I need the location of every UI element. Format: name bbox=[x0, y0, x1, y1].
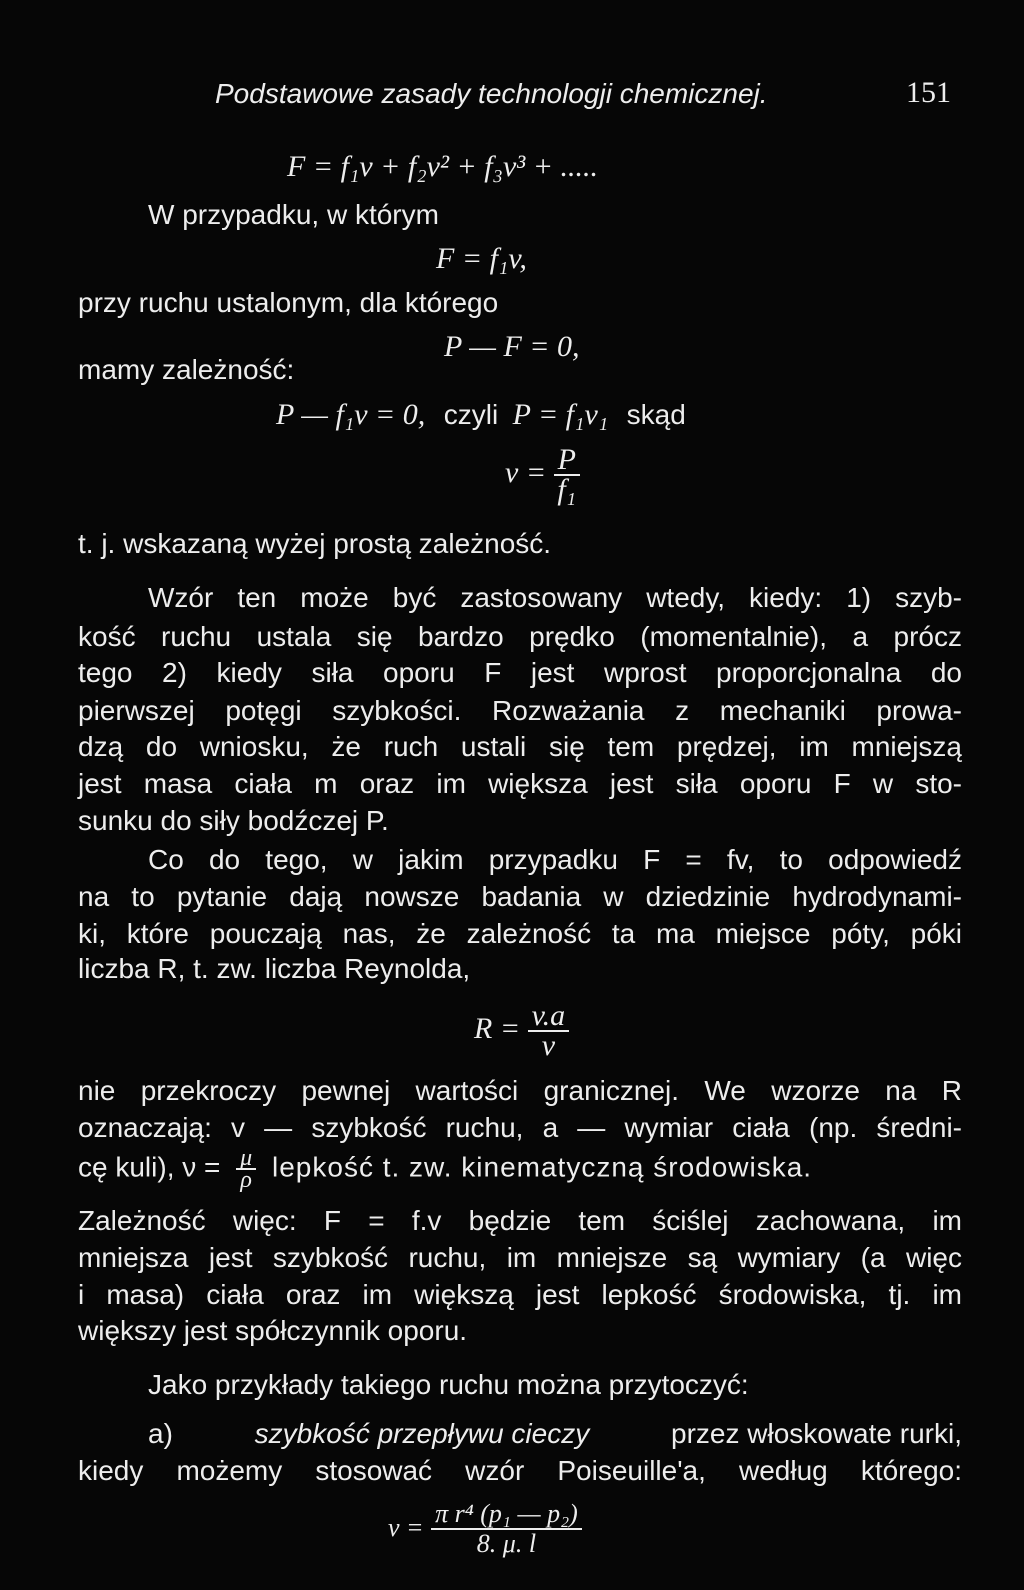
paragraph-line: Co do tego, w jakim przypadku F = fv, to odpowiedź bbox=[148, 844, 962, 875]
denominator: ν bbox=[541, 1029, 556, 1062]
equation-word: czyli bbox=[443, 399, 499, 430]
fraction bbox=[528, 999, 570, 1062]
equation-part: P — f₁v = 0, bbox=[276, 398, 426, 431]
paragraph-line: jest masa ciała m oraz im większa jest siła oporu F w sto- bbox=[78, 768, 962, 799]
paragraph-line: Zależność więc: F = f.v będzie tem ściślej zachowana, im bbox=[78, 1205, 962, 1236]
paragraph-line: Wzór ten może być zastosowany wtedy, kiedy: 1) szyb- bbox=[148, 582, 962, 613]
denominator: 8. μ. l bbox=[476, 1529, 537, 1558]
equation-reynolds bbox=[474, 999, 569, 1062]
fraction-lhs: R = bbox=[474, 1011, 521, 1045]
numerator: μ bbox=[236, 1148, 256, 1170]
paragraph-line: na to pytanie dają nowsze badania w dziedzinie hydrodynami- bbox=[78, 881, 962, 912]
running-title: Podstawowe zasady technologji chemicznej. bbox=[215, 78, 768, 109]
paragraph-line: dzą do wniosku, że ruch ustali się tem prędzej, im mniejszą bbox=[78, 731, 962, 762]
equation-part: P = f₁v₁ bbox=[512, 398, 609, 431]
equation-linear: F = f₁v, bbox=[436, 242, 527, 275]
text-segment: lepkość t. zw. kinematyczną środowiska. bbox=[272, 1151, 813, 1183]
text-line: t. j. wskazaną wyżej prostą zależność. bbox=[78, 528, 552, 559]
equation-balance: P — F = 0, bbox=[444, 330, 580, 363]
text-segment: cę kuli), ν = bbox=[78, 1151, 221, 1183]
paragraph-line: i masa) ciała oraz im większą jest lepkość środowiska, tj. im bbox=[78, 1279, 962, 1310]
paragraph-line: ki, które pouczają nas, że zależność ta ma miejsce póty, póki bbox=[78, 918, 962, 949]
paragraph-line: Jako przykłady takiego ruchu można przytoczyć: bbox=[148, 1369, 749, 1400]
page-number: 151 bbox=[906, 76, 951, 109]
fraction bbox=[236, 1145, 256, 1193]
text-line: przy ruchu ustalonym, dla którego bbox=[78, 287, 499, 318]
paragraph-line: tego 2) kiedy siła oporu F jest wprost proporcjonalna do bbox=[78, 657, 962, 688]
equation-poiseuille bbox=[388, 1500, 582, 1558]
denominator: f₁ bbox=[557, 473, 577, 506]
numerator: π r⁴ (p₁ — p₂) bbox=[431, 1500, 582, 1530]
text-line: mamy zależność: bbox=[78, 354, 295, 385]
paragraph-line bbox=[148, 1417, 962, 1451]
paragraph-line: pierwszej potęgi szybkości. Rozważania z mechaniki prowa- bbox=[78, 695, 962, 726]
equation-word: skąd bbox=[626, 399, 686, 430]
equation-series: F = f₁v + f₂v² + f₃v³ + ..... bbox=[287, 150, 599, 183]
list-marker: a) bbox=[148, 1418, 173, 1449]
equation-fraction-v bbox=[505, 443, 580, 506]
emphasis-text: szybkość przepływu cieczy bbox=[254, 1418, 590, 1449]
paragraph-line bbox=[78, 1145, 813, 1193]
fraction bbox=[554, 443, 580, 506]
paragraph-line: kość ruchu ustala się bardzo prędko (momentalnie), a prócz bbox=[78, 621, 962, 652]
numerator: v.a bbox=[528, 1002, 570, 1032]
equation-row bbox=[276, 398, 686, 432]
paragraph-line: liczba R, t. zw. liczba Reynolda, bbox=[78, 953, 471, 984]
paragraph-line: sunku do siły bodźczej P. bbox=[78, 805, 389, 836]
paragraph-line: większy jest spółczynnik oporu. bbox=[78, 1315, 468, 1346]
numerator: P bbox=[554, 446, 580, 476]
paragraph-line: mniejsza jest szybkość ruchu, im mniejsze są wymiary (a więc bbox=[78, 1242, 962, 1273]
paragraph-line: oznaczają: v — szybkość ruchu, a — wymiar ciała (np. średni- bbox=[78, 1112, 962, 1143]
fraction bbox=[431, 1500, 582, 1558]
fraction-lhs: v = bbox=[505, 455, 547, 489]
text-segment: przez włoskowate rurki, bbox=[671, 1418, 962, 1449]
denominator: ρ bbox=[240, 1167, 252, 1193]
fraction-lhs: v = bbox=[388, 1512, 424, 1542]
text-line: W przypadku, w którym bbox=[148, 199, 439, 230]
paragraph-line: nie przekroczy pewnej wartości granicznej. We wzorze na R bbox=[78, 1075, 962, 1106]
paragraph-line: kiedy możemy stosować wzór Poiseuille'a, według którego: bbox=[78, 1455, 962, 1486]
